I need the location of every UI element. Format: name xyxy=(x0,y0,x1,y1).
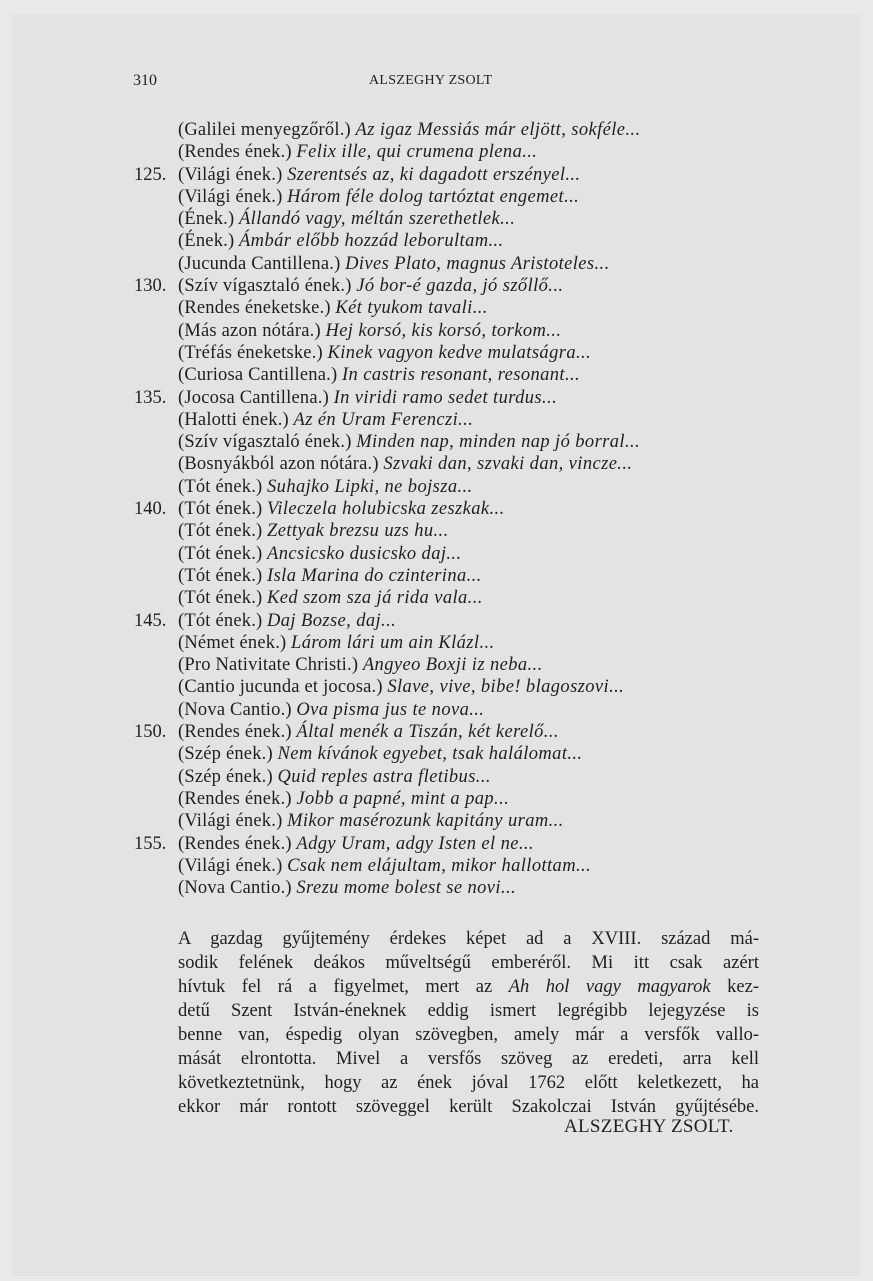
entry-text xyxy=(178,676,624,698)
song-description: (Német ének.) xyxy=(178,632,287,653)
song-incipit: Vileczela holubicska zeszkak... xyxy=(267,499,505,520)
song-incipit: Adgy Uram, adgy Isten el ne... xyxy=(296,833,534,854)
song-description: (Bosnyákból azon nótára.) xyxy=(178,454,379,475)
song-entry xyxy=(0,565,873,587)
song-entry xyxy=(0,431,873,453)
entry-number: 150. xyxy=(134,722,167,743)
song-description: (Cantio jucunda et jocosa.) xyxy=(178,677,383,698)
entry-text xyxy=(178,297,488,319)
song-entry xyxy=(0,453,873,475)
song-entry xyxy=(0,766,873,788)
entry-text xyxy=(178,632,495,654)
song-entry xyxy=(0,320,873,342)
song-incipit: Isla Marina do czinterina... xyxy=(267,565,482,586)
song-entry xyxy=(0,610,873,632)
entry-text xyxy=(178,877,516,899)
entry-text xyxy=(178,186,579,208)
song-incipit: Az én Uram Ferenczi... xyxy=(293,409,474,430)
song-description: (Rendes ének.) xyxy=(178,833,292,854)
entry-text xyxy=(178,431,640,453)
entry-number: 135. xyxy=(134,387,167,408)
song-entry xyxy=(0,476,873,498)
page-number: 310 xyxy=(133,72,157,89)
song-incipit: Két tyukom tavali... xyxy=(335,298,488,319)
entry-text xyxy=(178,543,461,565)
song-incipit: Suhajko Lipki, ne bojsza... xyxy=(267,476,473,497)
song-incipit: Quid reples astra fletibus... xyxy=(277,766,491,787)
entry-text xyxy=(178,208,515,230)
song-incipit: Srezu mome bolest se novi... xyxy=(296,878,517,899)
entry-text xyxy=(178,788,509,810)
song-entry xyxy=(0,721,873,743)
song-description: (Tréfás éneketske.) xyxy=(178,342,323,363)
song-entry xyxy=(0,141,873,163)
song-entry xyxy=(0,587,873,609)
song-description: (Világi ének.) xyxy=(178,855,283,876)
song-entry xyxy=(0,364,873,386)
paragraph-line: benne van, éspedig olyan szövegben, amely már a versfők vallo- xyxy=(178,1025,759,1045)
page-header xyxy=(0,72,873,94)
song-incipit: Ova pisma jus te nova... xyxy=(296,699,485,720)
song-entry xyxy=(0,164,873,186)
song-entry xyxy=(0,342,873,364)
paragraph-line: sodik felének deákos műveltségű emberéről. Mi itt csak azért xyxy=(178,953,759,973)
song-incipit: In viridi ramo sedet turdus... xyxy=(333,387,558,408)
song-description: (Tót ének.) xyxy=(178,610,263,631)
entry-text xyxy=(178,476,473,498)
entry-text xyxy=(178,342,591,364)
entry-text xyxy=(178,699,484,721)
song-entry xyxy=(0,253,873,275)
entry-text xyxy=(178,833,534,855)
entry-text xyxy=(178,253,610,275)
paragraph-line: következtetnünk, hogy az ének jóval 1762 előtt keletkezett, ha xyxy=(178,1073,759,1093)
song-description: (Más azon nótára.) xyxy=(178,320,321,341)
song-description: (Világi ének.) xyxy=(178,811,283,832)
song-description: (Világi ének.) xyxy=(178,186,283,207)
entry-text xyxy=(178,164,580,186)
song-incipit: Zettyak brezsu uzs hu... xyxy=(267,521,449,542)
song-description: (Galilei menyegzőről.) xyxy=(178,120,351,140)
entry-text xyxy=(178,453,632,475)
song-incipit: Lárom lári um ain Klázl... xyxy=(291,632,495,653)
song-incipit: Szerentsés az, ki dagadott erszényel... xyxy=(287,164,581,185)
song-description: (Rendes ének.) xyxy=(178,142,292,163)
song-incipit: Csak nem elájultam, mikor hallottam... xyxy=(287,855,592,876)
entry-number: 130. xyxy=(134,276,167,297)
song-description: (Curiosa Cantillena.) xyxy=(178,365,338,386)
song-incipit: Kinek vagyon kedve mulatságra... xyxy=(327,342,592,363)
song-entry xyxy=(0,186,873,208)
song-entry xyxy=(0,676,873,698)
song-description: (Tót ének.) xyxy=(178,499,263,520)
song-entry xyxy=(0,810,873,832)
song-description: (Pro Nativitate Christi.) xyxy=(178,655,359,676)
song-incipit: Nem kívánok egyebet, tsak halálomat... xyxy=(277,744,583,765)
song-entry xyxy=(0,743,873,765)
entry-text xyxy=(178,119,640,141)
song-entry xyxy=(0,498,873,520)
song-incipit: Ámbár előbb hozzád leborultam... xyxy=(238,231,504,252)
song-description: (Szép ének.) xyxy=(178,766,273,787)
song-entry xyxy=(0,119,873,141)
song-entry xyxy=(0,654,873,676)
closing-paragraph xyxy=(178,927,759,1119)
song-entry xyxy=(0,387,873,409)
song-incipit: Jobb a papné, mint a pap... xyxy=(296,788,510,809)
song-incipit: In castris resonant, resonant... xyxy=(341,365,581,386)
song-entry xyxy=(0,543,873,565)
paragraph-line: ekkor már rontott szöveggel került Szakolczai István gyűjtésébe. xyxy=(178,1097,759,1117)
entry-text xyxy=(178,810,564,832)
entry-number: 125. xyxy=(134,164,167,185)
paragraph-line: hívtuk fel rá a figyelmet, mert az Ah hol vagy magyarok kez- xyxy=(178,977,759,997)
song-incipit: Mikor masérozunk kapitány uram... xyxy=(287,811,564,832)
entry-text xyxy=(178,721,559,743)
song-entry xyxy=(0,230,873,252)
song-incipit: Jó bor-é gazda, jó szőllő... xyxy=(356,276,564,297)
song-incipit: Angyeo Boxji iz neba... xyxy=(362,655,543,676)
paragraph-line: detű Szent István-éneknek eddig ismert legrégibb lejegyzése is xyxy=(178,1001,759,1021)
song-entry xyxy=(0,297,873,319)
entry-text xyxy=(178,610,396,632)
song-incipit: Által menék a Tiszán, két kerelő... xyxy=(296,722,559,743)
paragraph-line: A gazdag gyűjtemény érdekes képet ad a XVIII. század má- xyxy=(178,929,759,949)
song-description: (Szív vígasztaló ének.) xyxy=(178,276,352,297)
song-description: (Szép ének.) xyxy=(178,744,273,765)
song-entry xyxy=(0,833,873,855)
song-entry xyxy=(0,275,873,297)
song-description: (Rendes ének.) xyxy=(178,788,292,809)
song-incipit: Felix ille, qui crumena plena... xyxy=(296,142,538,163)
entry-text xyxy=(178,141,537,163)
song-incipit: Az igaz Messiás már eljött, sokféle... xyxy=(355,120,641,140)
entry-number: 155. xyxy=(134,833,167,854)
song-entry xyxy=(0,632,873,654)
song-entry xyxy=(0,520,873,542)
song-incipit: Slave, vive, bibe! blagoszovi... xyxy=(387,677,625,698)
song-incipit: Minden nap, minden nap jó borral... xyxy=(356,432,641,453)
song-description: (Jocosa Cantillena.) xyxy=(178,387,329,408)
entry-text xyxy=(178,565,482,587)
song-description: (Halotti ének.) xyxy=(178,409,289,430)
entry-text xyxy=(178,498,505,520)
author-signature: ALSZEGHY ZSOLT. xyxy=(564,1116,734,1137)
entry-text xyxy=(178,587,483,609)
entry-text xyxy=(178,230,504,252)
song-entry xyxy=(0,877,873,899)
song-description: (Tót ének.) xyxy=(178,543,263,564)
song-entry xyxy=(0,788,873,810)
entry-text xyxy=(178,364,580,386)
song-incipit: Ancsicsko dusicsko daj... xyxy=(267,543,462,564)
entry-text xyxy=(178,409,473,431)
entry-text xyxy=(178,743,582,765)
entry-number: 140. xyxy=(134,499,167,520)
song-description: (Tót ének.) xyxy=(178,565,263,586)
song-description: (Tót ének.) xyxy=(178,588,263,609)
song-description: (Tót ének.) xyxy=(178,476,263,497)
entry-text xyxy=(178,520,449,542)
song-description: (Szív vígasztaló ének.) xyxy=(178,432,352,453)
song-incipit: Daj Bozse, daj... xyxy=(267,610,397,631)
entry-text xyxy=(178,766,491,788)
song-entry xyxy=(0,855,873,877)
song-description: (Ének.) xyxy=(178,231,235,252)
song-entry xyxy=(0,699,873,721)
song-incipit: Dives Plato, magnus Aristoteles... xyxy=(345,253,610,274)
entry-text xyxy=(178,275,563,297)
entry-text xyxy=(178,654,543,676)
song-description: (Nova Cantio.) xyxy=(178,699,292,720)
song-description: (Nova Cantio.) xyxy=(178,878,292,899)
song-description: (Világi ének.) xyxy=(178,164,283,185)
song-incipit: Három féle dolog tartóztat engemet... xyxy=(287,186,580,207)
song-incipit: Hej korsó, kis korsó, torkom... xyxy=(325,320,562,341)
song-list xyxy=(0,119,873,899)
song-incipit: Állandó vagy, méltán szerethetlek... xyxy=(238,209,516,230)
song-entry xyxy=(0,409,873,431)
entry-text xyxy=(178,320,561,342)
entry-text xyxy=(178,855,591,877)
paragraph-line: mását elrontotta. Mivel a versfős szöveg az eredeti, arra kell xyxy=(178,1049,759,1069)
song-description: (Ének.) xyxy=(178,209,235,230)
song-incipit: Ked szom sza já rida vala... xyxy=(267,588,483,609)
song-entry xyxy=(0,208,873,230)
song-description: (Rendes ének.) xyxy=(178,722,292,743)
song-description: (Jucunda Cantillena.) xyxy=(178,253,341,274)
entry-number: 145. xyxy=(134,610,167,631)
song-incipit: Szvaki dan, szvaki dan, vincze... xyxy=(383,454,633,475)
running-head: ALSZEGHY ZSOLT xyxy=(369,73,493,88)
song-description: (Tót ének.) xyxy=(178,521,263,542)
song-description: (Rendes éneketske.) xyxy=(178,298,331,319)
entry-text xyxy=(178,387,557,409)
